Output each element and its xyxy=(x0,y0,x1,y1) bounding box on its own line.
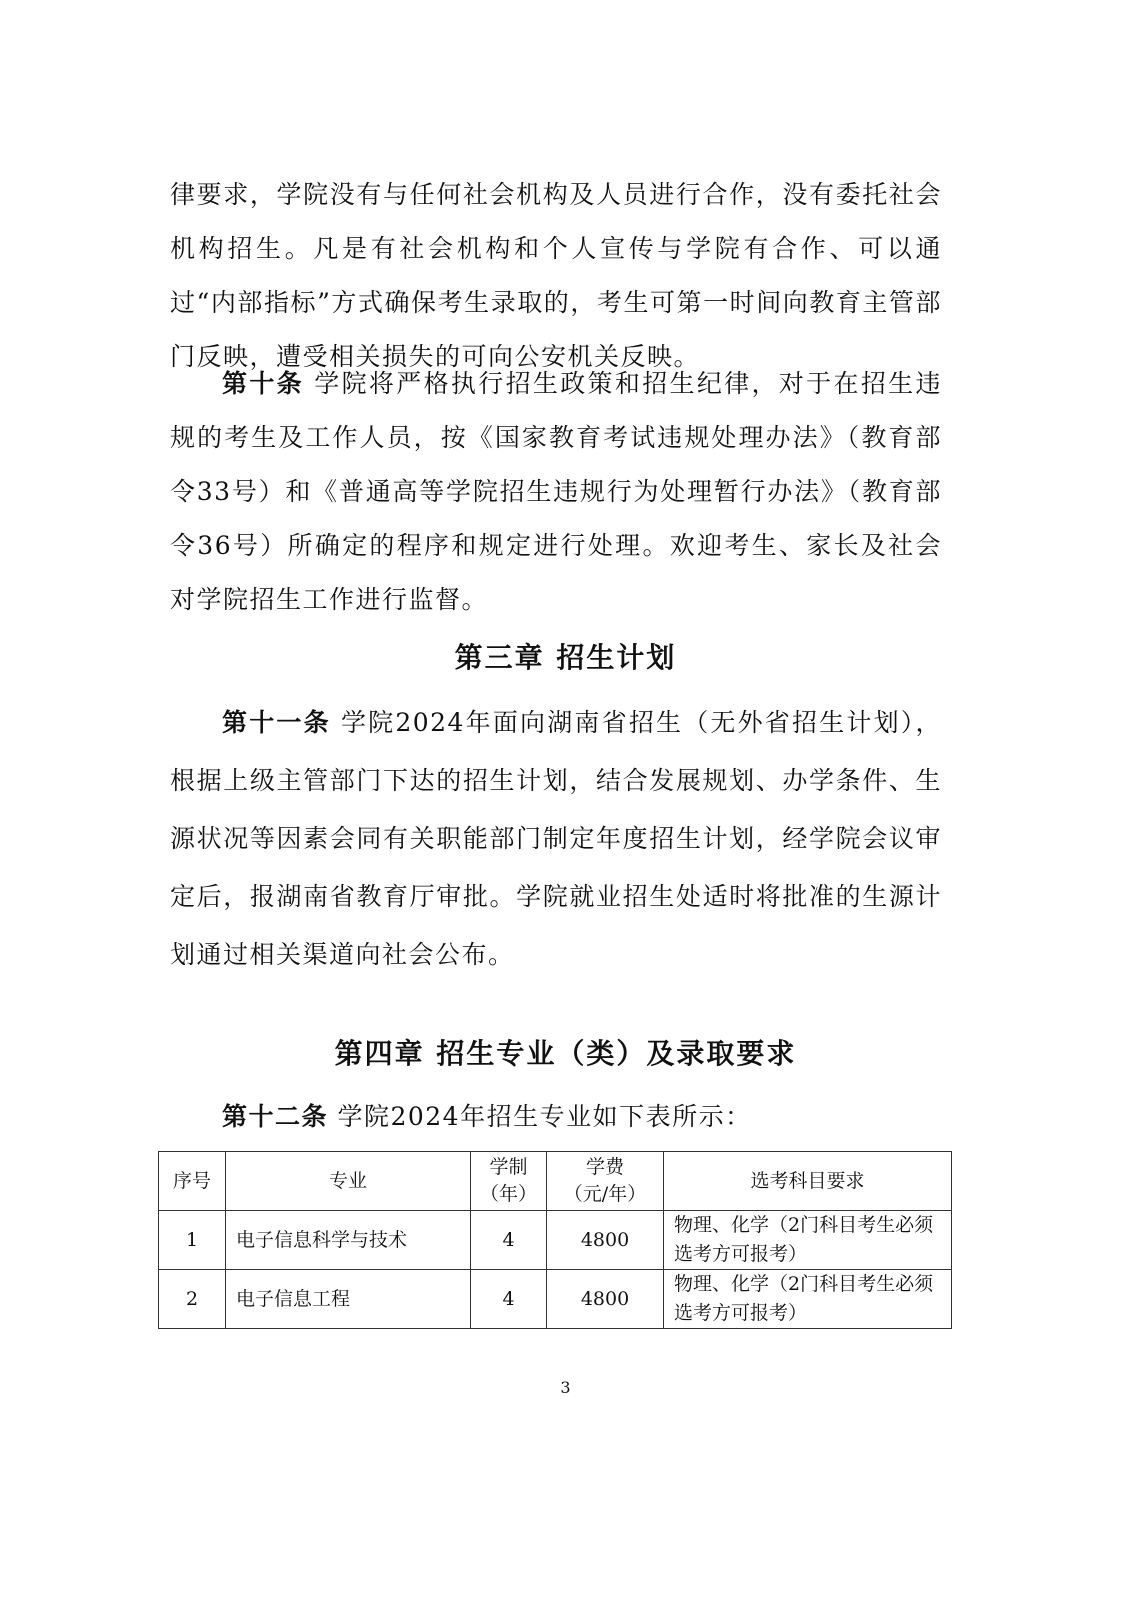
header-duration xyxy=(471,1152,547,1211)
article-12-label: 第十二条 xyxy=(222,1102,329,1131)
article-12 xyxy=(170,1090,942,1144)
article-10-label: 第十条 xyxy=(222,369,304,398)
header-no: 序号 xyxy=(159,1152,226,1211)
header-duration-line1: 学制 xyxy=(489,1156,528,1178)
chapter-4-heading: 第四章 招生专业（类）及录取要求 xyxy=(334,1037,797,1070)
cell-no: 1 xyxy=(159,1211,226,1270)
cell-no: 2 xyxy=(159,1270,226,1329)
page-number: 3 xyxy=(560,1378,571,1397)
header-fee xyxy=(547,1152,664,1211)
header-duration-line2: （年） xyxy=(479,1183,537,1205)
cell-subjects: 物理、化学（2门科目考生必须选考方可报考） xyxy=(664,1270,952,1329)
header-fee-line2: （元/年） xyxy=(563,1183,647,1205)
header-fee-line1: 学费 xyxy=(585,1156,624,1178)
header-subjects: 选考科目要求 xyxy=(664,1152,952,1211)
article-11-label: 第十一条 xyxy=(222,708,331,737)
chapter-3-heading: 第三章 招生计划 xyxy=(454,641,677,674)
table-row xyxy=(159,1270,952,1329)
article-11-text: 学院2024年面向湖南省招生（无外省招生计划），根据上级主管部门下达的招生计划，结合发展规划、办学条件、生源状况等因素会同有关职能部门制定年度招生计划，经学院会议审定后，报湖南省教育厅审批。学院就业招生处适时将批准的生源计划通过相关渠道向社会公布。 xyxy=(170,708,942,969)
cell-fee: 4800 xyxy=(547,1211,664,1270)
article-10-text: 学院将严格执行招生政策和招生纪律，对于在招生违规的考生及工作人员，按《国家教育考试违规处理办法》（教育部令33号）和《普通高等学院招生违规行为处理暂行办法》（教育部令36号）所确定的程序和规定进行处理。欢迎考生、家长及社会对学院招生工作进行监督。 xyxy=(170,369,942,614)
cell-major: 电子信息科学与技术 xyxy=(226,1211,471,1270)
cell-fee: 4800 xyxy=(547,1270,664,1329)
paragraph-continuation: 律要求，学院没有与任何社会机构及人员进行合作，没有委托社会机构招生。凡是有社会机构和个人宣传与学院有合作、可以通过“内部指标”方式确保考生录取的，考生可第一时间向教育主管部门反映，遭受相关损失的可向公安机关反映。 xyxy=(170,180,942,371)
cell-subjects: 物理、化学（2门科目考生必须选考方可报考） xyxy=(664,1211,952,1270)
majors-table xyxy=(158,1151,952,1329)
table-header-row xyxy=(159,1152,952,1211)
header-major: 专业 xyxy=(226,1152,471,1211)
cell-duration: 4 xyxy=(471,1270,547,1329)
table-row xyxy=(159,1211,952,1270)
cell-major: 电子信息工程 xyxy=(226,1270,471,1329)
article-11 xyxy=(170,694,942,984)
cell-duration: 4 xyxy=(471,1211,547,1270)
article-12-text: 学院2024年招生专业如下表所示： xyxy=(328,1102,752,1131)
article-10 xyxy=(170,357,942,627)
